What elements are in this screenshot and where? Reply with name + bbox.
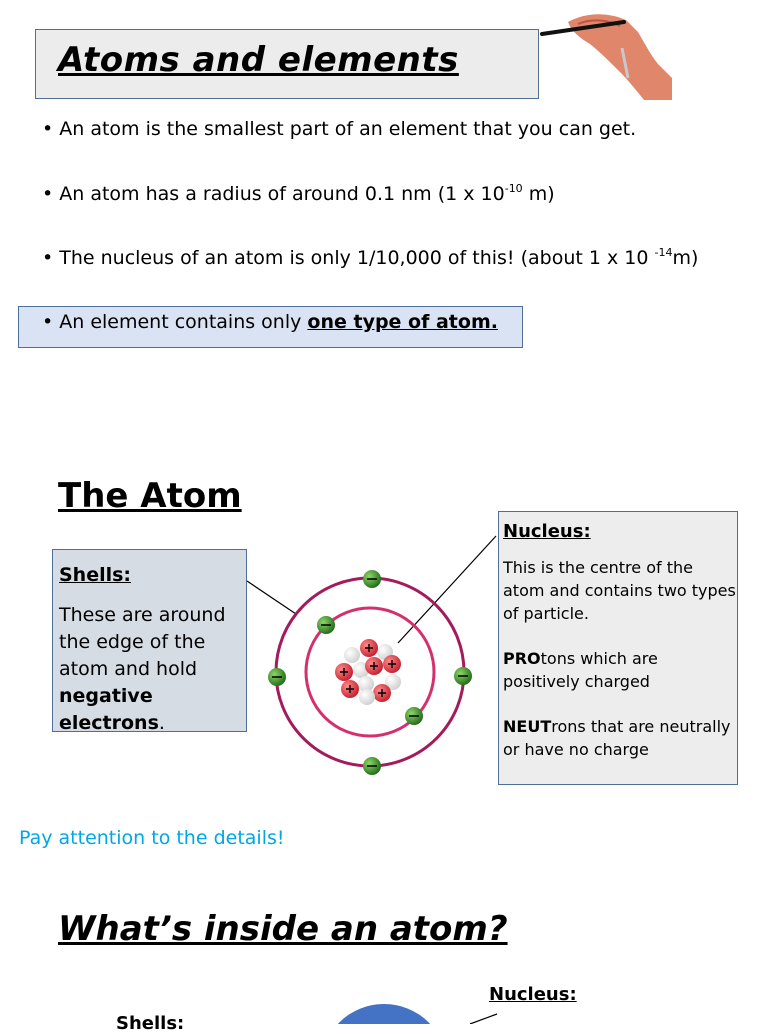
exponent: -14 <box>654 246 673 259</box>
shells-bold-text: negative electrons <box>59 685 159 734</box>
bullet-text: • An atom has a radius of around 0.1 nm (1 x 10 <box>42 183 505 205</box>
nucleus-particles <box>335 639 401 705</box>
bullet-text-end: m) <box>522 183 555 205</box>
shells-pointer-line <box>247 581 296 614</box>
bullet-emphasis: one type of atom. <box>307 311 498 333</box>
protons-bold: PRO <box>503 649 541 668</box>
shells-label-2: Shells: <box>116 1013 185 1034</box>
nucleus-circle <box>322 1004 446 1024</box>
bullet-text: • An element contains only <box>42 311 308 333</box>
nucleus-label-2: Nucleus: <box>489 984 577 1005</box>
shells-text: These are around the edge of the atom and hold <box>59 604 226 680</box>
attention-note: Pay attention to the details! <box>19 827 285 849</box>
nucleus-label: Nucleus: <box>503 521 591 542</box>
neutrons-bold: NEUT <box>503 717 552 736</box>
atom-diagram-2 <box>0 990 768 1024</box>
nucleus-pointer-line-2 <box>470 1014 497 1024</box>
bullet-text: • The nucleus of an atom is only 1/10,000 of this! (about 1 x 10 <box>42 247 655 269</box>
bullet-text: • An atom is the smallest part of an element that you can get. <box>42 118 637 140</box>
protons-text: tons which are positively charged <box>503 649 658 691</box>
section-title-inside-atom: What’s inside an atom? <box>58 909 508 949</box>
shells-text-end: . <box>158 712 165 734</box>
nucleus-intro: This is the centre of the atom and contains two types of particle. <box>503 558 736 623</box>
section-title-the-atom: The Atom <box>58 476 242 516</box>
bullet-text-end: m) <box>672 247 699 269</box>
shells-label: Shells: <box>59 564 132 586</box>
neutrons-text: rons that are neutrally or have no charge <box>503 717 731 759</box>
slide-title: Atoms and elements <box>58 40 459 80</box>
exponent: -10 <box>504 182 523 195</box>
